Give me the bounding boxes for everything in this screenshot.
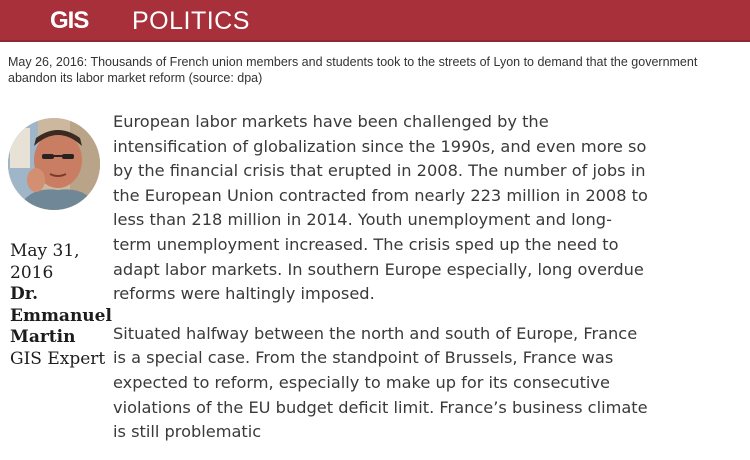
author-role: GIS Expert [10, 348, 106, 369]
gis-logo[interactable] [50, 6, 88, 36]
author-portrait-icon [8, 118, 100, 210]
logo-text: GIS [50, 7, 89, 34]
section-header [0, 0, 750, 42]
article-paragraph: European labor markets have been challenged by the intensification of globalization since the 1990s, and even more so by the financial crisis that erupted in 2008. The number of jobs in the European Union contracted from nearly 223 million in 2008 to less than 218 million in 2014. Youth unemployment and long-term unemployment increased. The crisis sped up the need to adapt labor markets. In southern Europe especially, long overdue reforms were haltingly imposed. [113, 112, 648, 304]
article-body [113, 110, 648, 460]
section-title: POLITICS [132, 7, 250, 35]
publish-date-line-2: 2016 [10, 262, 54, 283]
author-avatar [8, 118, 100, 210]
photo-caption: May 26, 2016: Thousands of French union members and students took to the streets of Lyon to demand that the government abandon its labor market reform (source: dpa) [8, 55, 698, 85]
author-name-line-3: Martin [10, 327, 76, 347]
author-name-line-1: Dr. [10, 284, 39, 304]
article-paragraph: Situated halfway between the north and south of Europe, France is a special case. From the standpoint of Brussels, France was expected to reform, especially to make up for its consecutive violations of the EU budget deficit limit. France’s business climate is still problematic [113, 323, 648, 442]
author-byline [10, 241, 110, 370]
publish-date-line-1: May 31, [10, 241, 80, 261]
author-name-line-2: Emmanuel [10, 305, 112, 326]
